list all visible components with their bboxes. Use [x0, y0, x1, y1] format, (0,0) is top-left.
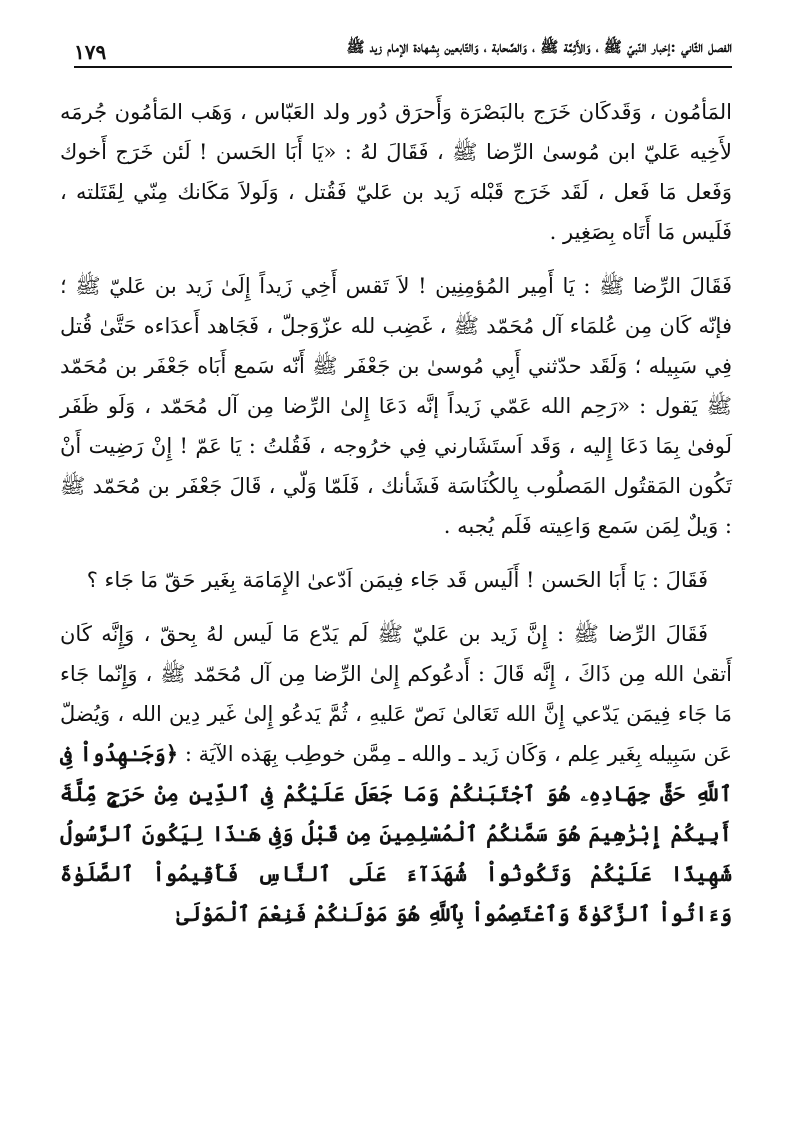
paragraph-1-text: المَأمُون ، وَقَدكَان خَرَج بالبَصْرَة وَأَحرَق دُور ولد العَبّاس ، وَهَب المَأمُون جُرمَه لأَخِيه عَليّ ابن مُوسىٰ الرِّضا ﷺ ، فَقَالَ لهُ : «يَا أَبَا الحَسن ! لَئن خَرَج أَخوك وَفَعل مَا فَعل ، لَقَد خَرَج قَبْله زَيد بن عَليّ فَقُتل ، وَلَولاَ مَكَانك مِنّي لِقَتَلته ، فَلَيس مَا أَتَاه بِصَغِير .: [60, 100, 732, 244]
paragraph-4: [60, 614, 732, 934]
page-header: [74, 34, 732, 74]
quran-verse: ﴿وَجَـٰهِدُواْ فِى ٱللَّهِ حَقَّ جِهَادِهِۦ هُوَ ٱجْتَبَىٰكُمْ وَمَا جَعَلَ عَلَيْكُمْ فِى ٱلدِّينِ مِنْ حَرَجٍ مِّلَّةَ أَبِيكُمْ إِبْرَٰهِيمَ هُوَ سَمَّىٰكُمُ ٱلْمُسْلِمِينَ مِن قَبْلُ وَفِى هَـٰذَا لِيَكُونَ ٱلرَّسُولُ شَهِيدًا عَلَيْكُمْ وَتَكُونُواْ شُهَدَآءَ عَلَى ٱلنَّاسِ فَأَقِيمُواْ ٱلصَّلَوٰةَ وَءَاتُواْ ٱلزَّكَوٰةَ وَٱعْتَصِمُواْ بِٱللَّهِ هُوَ مَوْلَىٰكُمْ فَنِعْمَ ٱلْمَوْلَىٰ: [60, 741, 732, 926]
paragraph-3: [60, 560, 732, 600]
page-body: [60, 92, 732, 934]
paragraph-4-text: فَقَالَ الرِّضا ﷺ : إِنَّ زَيد بن عَليّ ﷺ لَم يَدّع مَا لَيس لهُ بِحقّ ، وَإِنَّه كَان أَتقىٰ الله مِن ذَاكَ ، إِنَّه قَالَ : أَدعُوكم إِلىٰ الرِّضا مِن آل مُحَمّد ﷺ ، وَإِنّما جَاء مَا جَاء فِيمَن يَدّعي إِنَّ الله تَعَالىٰ نَصّ عَليهِ ، ثُمَّ يَدعُو إِلىٰ غَير دِين الله ، وَيُضلّ عَن سَبِيله بِغَير عِلم ، وَكَان زَيد ـ والله ـ مِمَّن خوطِب بِهَذه الآيَة :: [60, 622, 732, 766]
chapter-title: الفصل الثّاني :إخبار النّبيّ ﷺ ، وَالأَئِمَّة ﷺ ، وَالصَّحابة ، وَالتّابعين بِشهادة الإمام زيد ﷺ: [346, 38, 732, 56]
page-number: ١٧٩: [74, 40, 107, 64]
paragraph-2-text: فَقَالَ الرِّضا ﷺ : يَا أَمِير المُؤمِنِين ! لاَ تَقس أَخِي زَيداً إِلَىٰ زَيد بن عَليّ ﷺ ؛ فإنّه كَان مِن عُلمَاء آل مُحَمّد ﷺ ، غَضِب لله عزّوَجلّ ، فَجَاهد أَعدَاءه حَتَّىٰ قُتل فِي سَبِيله ؛ وَلَقَد حدّثني أَبِي مُوسىٰ بن جَعْفَر ﷺ أَنّه سَمع أَبَاه جَعْفَر بن مُحَمّد ﷺ يَقول : «رَحِم الله عَمّي زَيداً إنَّه دَعَا إِلىٰ الرِّضا مِن آل مُحَمّد ، وَلَو ظَفَر لَوفىٰ بِمَا دَعَا إِليه ، وَقَد اَستَشَارني فِي خرُوجه ، فَقُلتُ : يَا عَمّ ! إِنْ رَضِيت أَنْ تَكُون المَقتُول المَصلُوب بِالكُنَاسَة فَشَأنك ، فَلَمّا وَلّي ، قَالَ جَعْفَر بن مُحَمّد ﷺ : وَيلٌ لِمَن سَمع وَاعِيته فَلَم يُجبه .: [60, 274, 732, 538]
paragraph-2: [60, 266, 732, 546]
paragraph-3-text: فَقَالَ : يَا أَبَا الحَسن ! أَلَيس قَد جَاء فِيمَن اَدّعىٰ الإِمَامَة بِغَير حَقّ مَا جَاء ؟: [86, 568, 708, 592]
paragraph-1: [60, 92, 732, 252]
header-rule: [74, 66, 732, 68]
